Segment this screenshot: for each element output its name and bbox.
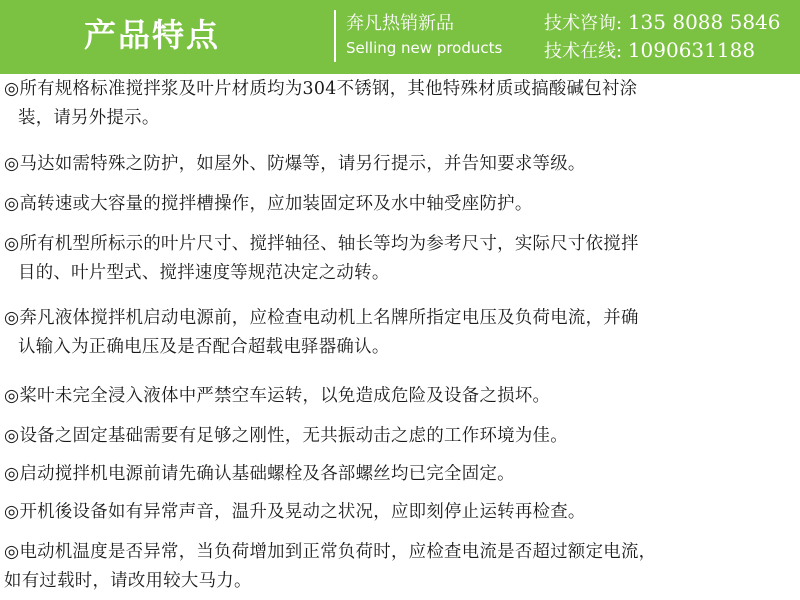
tech-consult-phone: 135 8088 5846 [627, 10, 781, 34]
item-text-continued: 目的、叶片型式、搅拌速度等规范决定之动转。 [18, 263, 390, 283]
tech-online-line [544, 38, 755, 64]
bullet-icon: ◎ [4, 426, 20, 446]
list-item [4, 304, 796, 362]
bullet-icon: ◎ [4, 464, 20, 484]
item-text: 高转速或大容量的搅拌槽操作，应加装固定环及水中轴受座防护。 [19, 194, 533, 214]
feature-list [0, 74, 800, 600]
item-text-continued: 如有过载时，请改用较大马力。 [4, 571, 252, 591]
header-banner [0, 0, 800, 74]
item-text: 所有规格标准搅拌浆及叶片材质均为304不锈钢，其他特殊材质或搞酸碱包衬涂 [19, 79, 638, 99]
item-text: 开机後设备如有异常声音，温升及晃动之状况，应即刻停止运转再检查。 [19, 502, 586, 522]
bullet-icon: ◎ [4, 194, 20, 214]
item-text-continued: 装，请另外提示。 [18, 108, 160, 128]
list-item [4, 460, 796, 489]
bullet-icon: ◎ [4, 234, 20, 254]
item-text: 启动搅拌机电源前请先确认基础螺栓及各部螺丝均已完全固定。 [19, 464, 515, 484]
item-text-continued: 认输入为正确电压及是否配合超载电驿器确认。 [18, 337, 390, 357]
list-item [4, 538, 796, 596]
brand-chinese-tagline: 奔凡热销新品 [346, 13, 454, 34]
page-title: 产品特点 [84, 16, 221, 54]
list-item [4, 422, 796, 451]
tech-online-qq: 1090631188 [627, 38, 756, 62]
brand-english-tagline: Selling new products [346, 39, 503, 57]
item-text: 桨叶未完全浸入液体中严禁空车运转，以免造成危险及设备之损坏。 [19, 386, 551, 406]
bullet-icon: ◎ [4, 154, 20, 174]
tech-consult-label: 技术咨询: [544, 13, 623, 34]
tech-online-label: 技术在线: [544, 41, 623, 62]
list-item [4, 150, 796, 179]
list-item [4, 75, 796, 133]
item-text: 奔凡液体搅拌机启动电源前，应检查电动机上名牌所指定电压及负荷电流，并确 [19, 308, 639, 328]
list-item [4, 498, 796, 527]
bullet-icon: ◎ [4, 386, 20, 406]
item-text: 电动机温度是否异常，当负荷增加到正常负荷时，应检查电流是否超过额定电流， [19, 542, 657, 562]
item-text: 马达如需特殊之防护，如屋外、防爆等，请另行提示，并告知要求等级。 [19, 154, 586, 174]
list-item [4, 382, 796, 411]
tech-consult-line [544, 10, 781, 36]
bullet-icon: ◎ [4, 542, 20, 562]
list-item [4, 190, 796, 219]
bullet-icon: ◎ [4, 502, 20, 522]
bullet-icon: ◎ [4, 308, 20, 328]
list-item [4, 230, 796, 288]
header-divider [334, 10, 336, 62]
item-text: 设备之固定基础需要有足够之刚性，无共振动击之虑的工作环境为佳。 [19, 426, 568, 446]
bullet-icon: ◎ [4, 79, 20, 99]
item-text: 所有机型所标示的叶片尺寸、搅拌轴径、轴长等均为参考尺寸，实际尺寸依搅拌 [19, 234, 639, 254]
